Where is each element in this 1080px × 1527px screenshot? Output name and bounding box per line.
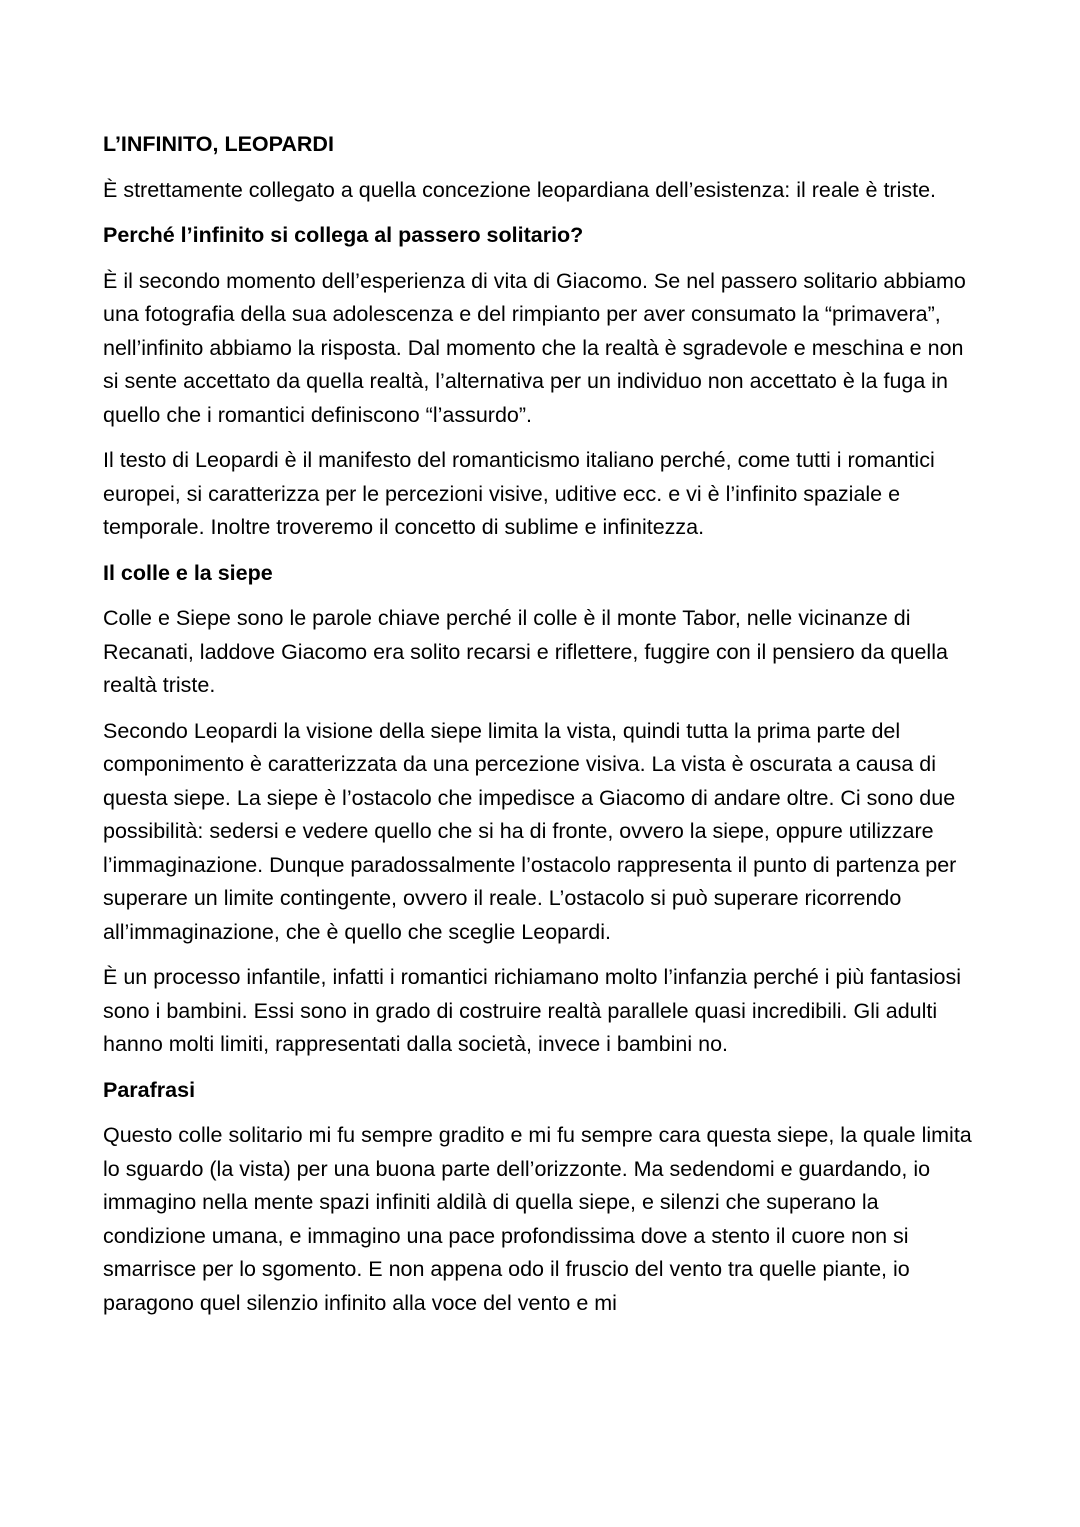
section-heading-colle-siepe: Il colle e la siepe xyxy=(103,560,273,585)
paragraph: Colle e Siepe sono le parole chiave perché il colle è il monte Tabor, nelle vicinanze di Recanati, laddove Giacomo era solito recarsi e riflettere, fuggire con il pensiero da quella realtà triste. xyxy=(103,606,948,697)
document-title: L’INFINITO, LEOPARDI xyxy=(103,132,334,156)
section-heading-parafrasi: Parafrasi xyxy=(103,1077,196,1102)
paragraph: Secondo Leopardi la visione della siepe limita la vista, quindi tutta la prima parte del componimento è caratterizzata da una percezione visiva. La vista è oscurata a causa di questa siepe. La siepe è l’ostacolo che impedisce a Giacomo di andare oltre. Ci sono due possibilità: sedersi e vedere quello che si ha di fronte, ovvero la siepe, oppure utilizzare l’immaginazione. Dunque paradossalmente l’ostacolo rappresenta il punto di partenza per superare un limite contingente, ovvero il reale. L’ostacolo si può superare ricorrendo all’immaginazione, che è quello che sceglie Leopardi. xyxy=(103,718,957,944)
section-heading-passero: Perché l’infinito si collega al passero solitario? xyxy=(103,223,584,247)
paragraph: È il secondo momento dell’esperienza di vita di Giacomo. Se nel passero solitario abbiamo una fotografia della sua adolescenza e del rimpianto per aver consumato la “primavera”, nell’infinito abbiamo la risposta. Dal momento che la realtà è sgradevole e meschina e non si sente accettato da quella realtà, l’alternativa per un individuo non accettato è la fuga in quello che i romantici definiscono “l’assurdo”. xyxy=(103,268,966,427)
intro-paragraph: È strettamente collegato a quella concezione leopardiana dell’esistenza: il reale è triste. xyxy=(103,177,937,202)
document-page xyxy=(103,128,983,1332)
paragraph: È un processo infantile, infatti i romantici richiamano molto l’infanzia perché i più fantasiosi sono i bambini. Essi sono in grado di costruire realtà parallele quasi incredibili. Gli adulti hanno molti limiti, rappresentati dalla società, invece i bambini no. xyxy=(103,965,962,1056)
paragraph: Questo colle solitario mi fu sempre gradito e mi fu sempre cara questa siepe, la quale limita lo sguardo (la vista) per una buona parte dell’orizzonte. Ma sedendomi e guardando, io immagino nella mente spazi infiniti aldilà di quella siepe, e silenzi che superano la condizione umana, e immagino una pace profondissima dove a stento il cuore non si smarrisce per lo sgomento. E non appena odo il fruscio del vento tra quelle piante, io paragono quel silenzio infinito alla voce del vento e mi xyxy=(103,1123,972,1315)
paragraph: Il testo di Leopardi è il manifesto del romanticismo italiano perché, come tutti i romantici europei, si caratterizza per le percezioni visive, uditive ecc. e vi è l’infinito spaziale e temporale. Inoltre troveremo il concetto di sublime e infinitezza. xyxy=(103,448,935,539)
